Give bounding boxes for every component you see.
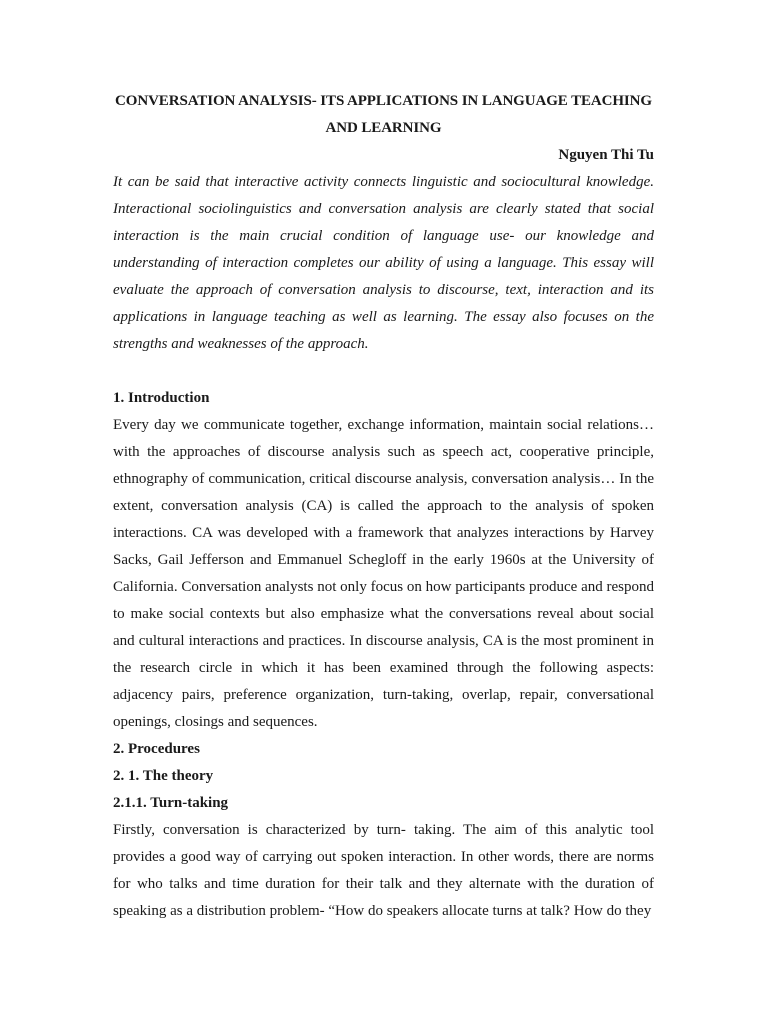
section-heading-turn-taking: 2.1.1. Turn-taking <box>113 795 229 811</box>
author-name: Nguyen Thi Tu <box>558 147 654 163</box>
section-heading-procedures: 2. Procedures <box>113 741 200 757</box>
section-heading-introduction: 1. Introduction <box>113 390 210 406</box>
introduction-paragraph: Every day we communicate together, exchange information, maintain social relations… with the approaches of discourse analysis such as speech act, cooperative principle, ethnography of communication, critical discourse analysis, conversation analysis… In the extent, conversation analysis (CA) is called the approach to the analysis of spoken interactions. CA was developed with a framework that analyzes interactions by Harvey Sacks, Gail Jefferson and Emmanuel Schegloff in the early 1960s at the University of California. Conversation analysts not only focus on how participants produce and respond to make social contexts but also emphasize what the conversations reveal about social and cultural interactions and practices. In discourse analysis, CA is the most prominent in the research circle in which it has been examined through the following aspects: adjacency pairs, preference organization, turn-taking, overlap, repair, conversational openings, closings and sequences. <box>113 417 654 730</box>
turn-taking-paragraph: Firstly, conversation is characterized by turn- taking. The aim of this analytic tool provides a good way of carrying out spoken interaction. In other words, there are norms for who talks and time duration for their talk and they alternate with the duration of speaking as a distribution problem- “How do speakers allocate turns at talk? How do they <box>113 822 654 919</box>
abstract-paragraph: It can be said that interactive activity connects linguistic and sociocultural knowledge. Interactional sociolinguistics and conversation analysis are clearly stated that social interaction is the main crucial condition of language use- our knowledge and understanding of interaction completes our ability of using a language. This essay will evaluate the approach of conversation analysis to discourse, text, interaction and its applications in language teaching as well as learning. The essay also focuses on the strengths and weaknesses of the approach. <box>113 174 654 352</box>
spacer <box>113 358 654 385</box>
document-title: CONVERSATION ANALYSIS- ITS APPLICATIONS IN LANGUAGE TEACHING AND LEARNING <box>115 93 652 136</box>
section-heading-theory: 2. 1. The theory <box>113 768 214 784</box>
document-body <box>113 88 654 925</box>
